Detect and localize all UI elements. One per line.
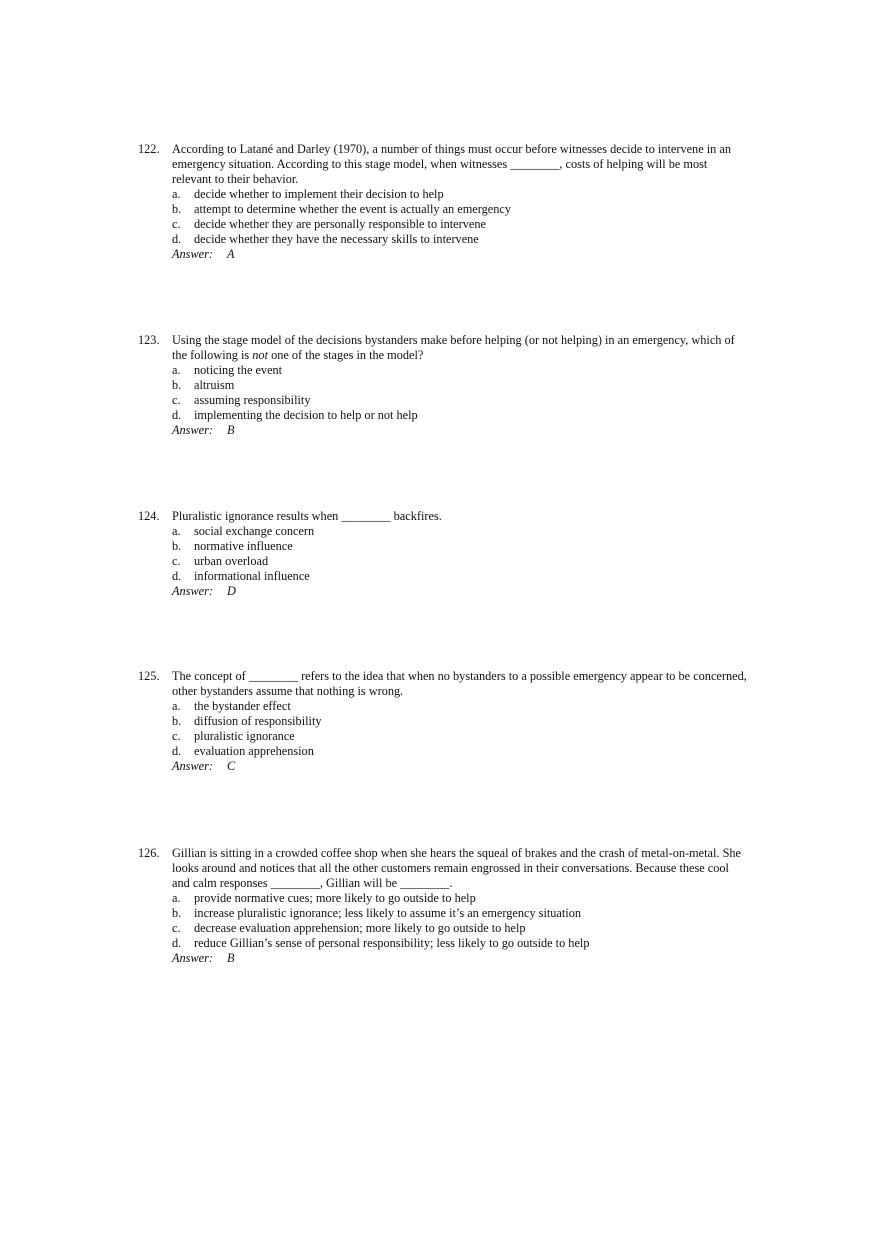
choice-letter: a. (172, 187, 181, 201)
choice-a (172, 187, 748, 202)
choice-text: altruism (194, 378, 235, 392)
choice-letter: c. (172, 393, 181, 407)
choice-b (172, 714, 748, 729)
choice-text: diffusion of responsibility (194, 714, 322, 728)
answer-line (172, 584, 748, 599)
question-number: 122. (138, 142, 160, 156)
choice-letter: a. (172, 363, 181, 377)
choice-letter: d. (172, 408, 182, 422)
choice-b (172, 202, 748, 217)
stem-part: Using the stage model of the decisions bystanders make before helping (or not helping) in an emergency, which of the following is (172, 333, 735, 362)
answer-label: Answer: (172, 584, 213, 598)
choice-text: evaluation apprehension (194, 744, 314, 758)
answer-value: C (227, 759, 236, 773)
choice-a (172, 891, 748, 906)
question-125 (138, 669, 748, 774)
choice-letter: c. (172, 729, 181, 743)
choice-d (172, 936, 748, 951)
answer-line (172, 247, 748, 262)
choice-text: decrease evaluation apprehension; more likely to go outside to help (194, 921, 526, 935)
answer-label: Answer: (172, 951, 213, 965)
question-number: 124. (138, 509, 160, 523)
choice-b (172, 539, 748, 554)
choice-c (172, 554, 748, 569)
question-stem: The concept of ________ refers to the idea that when no bystanders to a possible emergency appear to be concerned, other bystanders assume that nothing is wrong. (172, 669, 747, 698)
choice-b (172, 906, 748, 921)
choice-text: attempt to determine whether the event is actually an emergency (194, 202, 511, 216)
choice-text: social exchange concern (194, 524, 315, 538)
choice-letter: c. (172, 921, 181, 935)
choice-text: the bystander effect (194, 699, 291, 713)
choice-text: provide normative cues; more likely to go outside to help (194, 891, 476, 905)
choice-a (172, 363, 748, 378)
choice-letter: a. (172, 524, 181, 538)
question-126 (138, 846, 748, 966)
choice-c (172, 217, 748, 232)
choice-text: pluralistic ignorance (194, 729, 295, 743)
question-123 (138, 333, 748, 438)
answer-label: Answer: (172, 247, 213, 261)
choice-letter: b. (172, 906, 182, 920)
choice-text: decide whether they have the necessary skills to intervene (194, 232, 479, 246)
choice-text: informational influence (194, 569, 310, 583)
answer-label: Answer: (172, 759, 213, 773)
choice-letter: a. (172, 891, 181, 905)
choice-d (172, 569, 748, 584)
answer-label: Answer: (172, 423, 213, 437)
answer-value: A (227, 247, 235, 261)
stem-emphasis: not (252, 348, 268, 362)
choice-text: urban overload (194, 554, 269, 568)
question-stem (172, 333, 748, 363)
choice-text: noticing the event (194, 363, 283, 377)
choice-letter: d. (172, 232, 182, 246)
stem-part: one of the stages in the model? (268, 348, 424, 362)
answer-line (172, 951, 748, 966)
answer-line (172, 423, 748, 438)
question-number: 125. (138, 669, 160, 683)
choice-letter: d. (172, 569, 182, 583)
choice-letter: c. (172, 217, 181, 231)
choice-letter: b. (172, 378, 182, 392)
question-number: 123. (138, 333, 160, 347)
choice-letter: b. (172, 539, 182, 553)
question-stem: According to Latané and Darley (1970), a number of things must occur before witnesses decide to intervene in an emergency situation. According to this stage model, when witnesses ________, costs of helping will be most relevant to their behavior. (172, 142, 731, 186)
question-stem: Gillian is sitting in a crowded coffee shop when she hears the squeal of brakes and the crash of metal-on-metal. She looks around and notices that all the other customers remain engrossed in their conversations. Because these cool and calm responses ________, Gillian will be ________. (172, 846, 742, 890)
choice-text: decide whether to implement their decision to help (194, 187, 444, 201)
choice-d (172, 232, 748, 247)
choice-text: increase pluralistic ignorance; less likely to assume it’s an emergency situation (194, 906, 582, 920)
answer-value: D (227, 584, 236, 598)
question-stem: Pluralistic ignorance results when ________ backfires. (172, 509, 442, 523)
choice-letter: d. (172, 936, 182, 950)
choice-text: reduce Gillian’s sense of personal responsibility; less likely to go outside to help (194, 936, 590, 950)
choice-letter: a. (172, 699, 181, 713)
choice-d (172, 408, 748, 423)
choice-c (172, 393, 748, 408)
question-124 (138, 509, 748, 599)
choice-letter: b. (172, 714, 182, 728)
choice-a (172, 524, 748, 539)
question-122 (138, 142, 748, 262)
choice-letter: d. (172, 744, 182, 758)
choice-text: decide whether they are personally responsible to intervene (194, 217, 486, 231)
choice-b (172, 378, 748, 393)
choice-text: assuming responsibility (194, 393, 311, 407)
question-number: 126. (138, 846, 160, 860)
choice-text: implementing the decision to help or not help (194, 408, 418, 422)
choice-d (172, 744, 748, 759)
answer-line (172, 759, 748, 774)
choice-c (172, 729, 748, 744)
answer-value: B (227, 423, 235, 437)
choice-a (172, 699, 748, 714)
choice-letter: b. (172, 202, 182, 216)
choice-c (172, 921, 748, 936)
choice-letter: c. (172, 554, 181, 568)
answer-value: B (227, 951, 235, 965)
choice-text: normative influence (194, 539, 293, 553)
